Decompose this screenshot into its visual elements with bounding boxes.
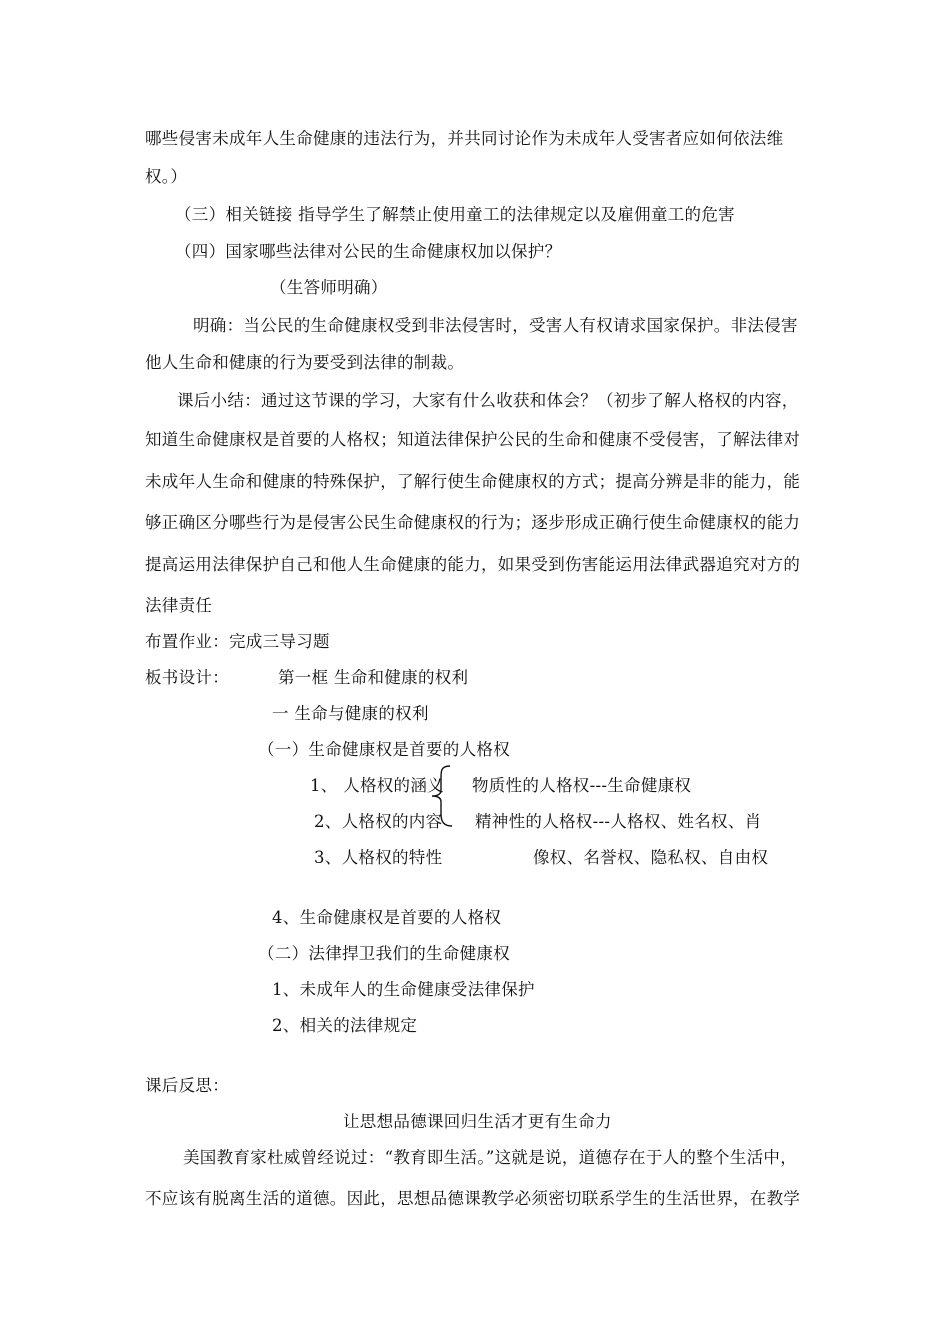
text-line: 哪些侵害未成年人生命健康的违法行为，并共同讨论作为未成年人受害者应如何依法维 bbox=[145, 129, 784, 148]
summary-line: 知道生命健康权是首要的人格权；知道法律保护公民的生命和健康不受侵害，了解法律对 bbox=[145, 430, 801, 449]
reflection-title: 让思想品德课回归生活才更有生命力 bbox=[343, 1112, 612, 1131]
text-line: （四）国家哪些法律对公民的生命健康权加以保护？ bbox=[175, 242, 562, 261]
reflection-line: 美国教育家杜威曾经说过：“教育即生活。”这就是说，道德存在于人的整个生活中， bbox=[183, 1148, 798, 1167]
reflection-label: 课后反思： bbox=[145, 1076, 229, 1095]
board-item: 2、相关的法律规定 bbox=[272, 1016, 418, 1035]
board-branch: 物质性的人格权---生命健康权 bbox=[472, 776, 692, 795]
text-line: （生答师明确） bbox=[270, 278, 388, 297]
board-branch: 精神性的人格权---人格权、姓名权、肖 bbox=[475, 812, 762, 831]
text-line: （三）相关链接 指导学生了解禁止使用童工的法律规定以及雇佣童工的危害 bbox=[175, 205, 735, 224]
brace-icon bbox=[428, 764, 454, 828]
summary-line: 提高运用法律保护自己和他人生命健康的能力，如果受到伤害能运用法律武器追究对方的 bbox=[145, 555, 801, 574]
board-item: 1、未成年人的生命健康受法律保护 bbox=[272, 980, 535, 999]
board-label: 板书设计： bbox=[145, 668, 229, 687]
board-item: 4、生命健康权是首要的人格权 bbox=[272, 908, 502, 927]
summary-line: 课后小结：通过这节课的学习，大家有什么收获和体会？（初步了解人格权的内容， bbox=[177, 391, 799, 410]
board-branch: 像权、名誉权、隐私权、自由权 bbox=[533, 848, 769, 867]
board-item: 2、人格权的内容 bbox=[314, 812, 443, 831]
board-subsection: （一）生命健康权是首要的人格权 bbox=[258, 740, 510, 759]
board-section: 一 生命与健康的权利 bbox=[272, 704, 429, 723]
board-item: 3、人格权的特性 bbox=[314, 848, 443, 867]
summary-line: 未成年人生命和健康的特殊保护，了解行使生命健康权的方式；提高分辨是非的能力，能 bbox=[145, 472, 801, 491]
homework-line: 布置作业：完成三导习题 bbox=[145, 632, 330, 651]
text-line: 明确：当公民的生命健康权受到非法侵害时，受害人有权请求国家保护。非法侵害 bbox=[193, 316, 798, 335]
board-title: 第一框 生命和健康的权利 bbox=[278, 668, 469, 687]
text-line: 他人生命和健康的行为要受到法律的制裁。 bbox=[145, 353, 465, 372]
summary-line: 法律责任 bbox=[145, 596, 213, 615]
board-item: 1、 人格权的涵义 bbox=[310, 776, 444, 795]
summary-line: 够正确区分哪些行为是侵害公民生命健康权的行为；逐步形成正确行使生命健康权的能力 bbox=[145, 513, 801, 532]
board-subsection: （二）法律捍卫我们的生命健康权 bbox=[258, 944, 510, 963]
reflection-line: 不应该有脱离生活的道德。因此，思想品德课教学必须密切联系学生的生活世界，在教学 bbox=[145, 1189, 801, 1208]
text-line: 权。） bbox=[145, 167, 188, 186]
